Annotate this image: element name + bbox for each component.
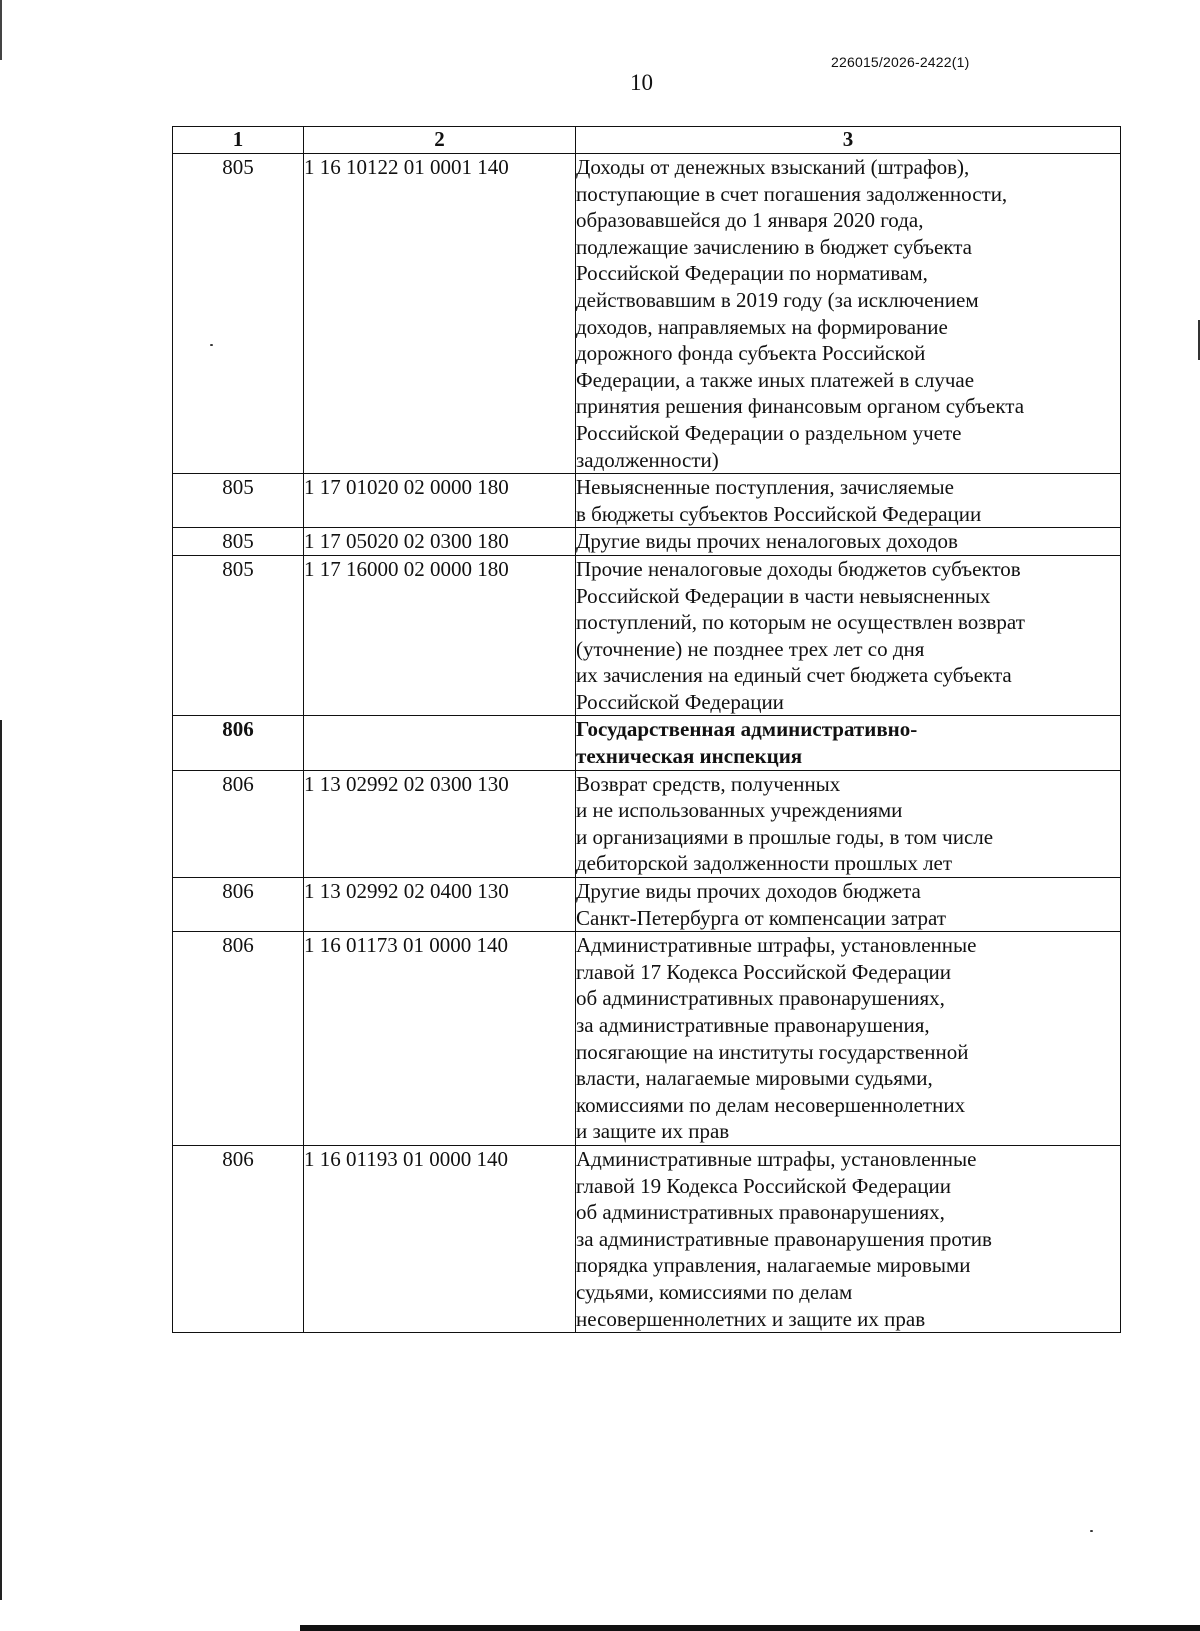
revenue-code-cell: 1 16 01193 01 0000 140 bbox=[304, 1145, 576, 1332]
description-line: за административные правонарушения против bbox=[576, 1226, 992, 1251]
revenue-codes-table bbox=[172, 126, 1121, 1333]
description-cell bbox=[576, 770, 1121, 877]
column-header-3: 3 bbox=[576, 127, 1121, 154]
revenue-code-cell: 1 16 10122 01 0001 140 bbox=[304, 154, 576, 474]
description-line: (уточнение) не позднее трех лет со дня bbox=[576, 636, 925, 661]
admin-code-cell: 806 bbox=[173, 716, 304, 770]
description-line: Федерации, а также иных платежей в случае bbox=[576, 367, 975, 392]
description-line: техническая инспекция bbox=[576, 744, 803, 769]
description-line: за административные правонарушения, bbox=[576, 1013, 930, 1037]
description-line: Санкт-Петербурга от компенсации затрат bbox=[576, 905, 947, 930]
description-line: и организациями в прошлые годы, в том числе bbox=[576, 824, 994, 849]
description-line: Российской Федерации о раздельном учете bbox=[576, 420, 962, 445]
description-line: Российской Федерации bbox=[576, 689, 784, 714]
admin-code-cell: 805 bbox=[173, 528, 304, 556]
description-line: об административных правонарушениях, bbox=[576, 1200, 945, 1225]
description-line: их зачисления на единый счет бюджета субъекта bbox=[576, 663, 1012, 688]
table-body bbox=[173, 154, 1121, 1333]
revenue-code-cell: 1 17 01020 02 0000 180 bbox=[304, 474, 576, 528]
table-header-row bbox=[173, 127, 1121, 154]
description-cell bbox=[576, 1145, 1121, 1332]
table-row bbox=[173, 932, 1121, 1146]
admin-code-cell: 806 bbox=[173, 770, 304, 877]
scan-edge-left bbox=[0, 720, 2, 1600]
revenue-code-cell: 1 13 02992 02 0400 130 bbox=[304, 878, 576, 932]
revenue-code-cell: 1 13 02992 02 0300 130 bbox=[304, 770, 576, 877]
table-row bbox=[173, 770, 1121, 877]
description-line: Государственная административно- bbox=[576, 717, 918, 742]
admin-code-cell: 806 bbox=[173, 1145, 304, 1332]
admin-code-cell: 805 bbox=[173, 555, 304, 716]
table-row bbox=[173, 716, 1121, 770]
admin-code-cell: 805 bbox=[173, 154, 304, 474]
revenue-code-cell bbox=[304, 716, 576, 770]
page-number: 10 bbox=[630, 70, 653, 95]
description-line: образовавшейся до 1 января 2020 года, bbox=[576, 208, 924, 233]
description-line: поступлений, по которым не осуществлен возврат bbox=[576, 610, 1025, 635]
description-line: принятия решения финансовым органом субъекта bbox=[576, 394, 1025, 419]
description-line: Другие виды прочих доходов бюджета bbox=[576, 879, 921, 904]
description-line: и защите их прав bbox=[576, 1119, 730, 1144]
table-row bbox=[173, 1145, 1121, 1332]
description-line: задолженности) bbox=[576, 447, 719, 472]
description-line: Административные штрафы, установленные bbox=[576, 933, 977, 958]
description-line: действовавшим в 2019 году (за исключением bbox=[576, 287, 979, 312]
table-row bbox=[173, 528, 1121, 556]
table-row bbox=[173, 474, 1121, 528]
description-line: Возврат средств, полученных bbox=[576, 771, 841, 796]
description-line: порядка управления, налагаемые мировыми bbox=[576, 1253, 971, 1278]
description-line: доходов, направляемых на формирование bbox=[576, 314, 948, 339]
scan-edge-bottom bbox=[300, 1625, 1200, 1631]
admin-code-cell: 805 bbox=[173, 474, 304, 528]
document-id: 226015/2026-2422(1) bbox=[831, 54, 970, 70]
revenue-code-cell: 1 17 16000 02 0000 180 bbox=[304, 555, 576, 716]
description-line: Российской Федерации по нормативам, bbox=[576, 261, 928, 286]
description-line: Прочие неналоговые доходы бюджетов субъектов bbox=[576, 556, 1021, 581]
description-line: дорожного фонда субъекта Российской bbox=[576, 341, 926, 366]
description-line: комиссиями по делам несовершеннолетних bbox=[576, 1092, 966, 1117]
description-line: подлежащие зачислению в бюджет субъекта bbox=[576, 234, 972, 259]
admin-code-cell: 806 bbox=[173, 878, 304, 932]
description-line: Российской Федерации в части невыясненных bbox=[576, 583, 991, 608]
revenue-code-cell: 1 16 01173 01 0000 140 bbox=[304, 932, 576, 1146]
description-line: главой 19 Кодекса Российской Федерации bbox=[576, 1173, 951, 1198]
description-line: поступающие в счет погашения задолженности, bbox=[576, 181, 1008, 206]
description-line: об административных правонарушениях, bbox=[576, 986, 945, 1011]
revenue-code-cell: 1 17 05020 02 0300 180 bbox=[304, 528, 576, 556]
description-line: Административные штрафы, установленные bbox=[576, 1146, 977, 1171]
description-line: главой 17 Кодекса Российской Федерации bbox=[576, 959, 951, 984]
description-line: Другие виды прочих неналоговых доходов bbox=[576, 529, 958, 554]
description-line: власти, налагаемые мировыми судьями, bbox=[576, 1066, 933, 1091]
admin-code-cell: 806 bbox=[173, 932, 304, 1146]
scan-speck bbox=[1090, 1530, 1093, 1532]
description-cell bbox=[576, 878, 1121, 932]
description-cell bbox=[576, 154, 1121, 474]
description-line: в бюджеты субъектов Российской Федерации bbox=[576, 501, 982, 526]
description-line: судьями, комиссиями по делам bbox=[576, 1279, 853, 1304]
column-header-1: 1 bbox=[173, 127, 304, 154]
scan-edge-top bbox=[0, 0, 2, 60]
table-row bbox=[173, 555, 1121, 716]
description-line: посягающие на институты государственной bbox=[576, 1039, 969, 1064]
table-row bbox=[173, 154, 1121, 474]
description-line: дебиторской задолженности прошлых лет bbox=[576, 851, 953, 876]
description-line: несовершеннолетних и защите их прав bbox=[576, 1306, 926, 1331]
table-row bbox=[173, 878, 1121, 932]
description-cell bbox=[576, 932, 1121, 1146]
description-cell bbox=[576, 474, 1121, 528]
description-line: Доходы от денежных взысканий (штрафов), bbox=[576, 155, 970, 179]
description-line: Невыясненные поступления, зачисляемые bbox=[576, 475, 954, 500]
description-line: и не использованных учреждениями bbox=[576, 798, 903, 823]
column-header-2: 2 bbox=[304, 127, 576, 154]
description-cell bbox=[576, 716, 1121, 770]
description-cell bbox=[576, 555, 1121, 716]
description-cell bbox=[576, 528, 1121, 556]
